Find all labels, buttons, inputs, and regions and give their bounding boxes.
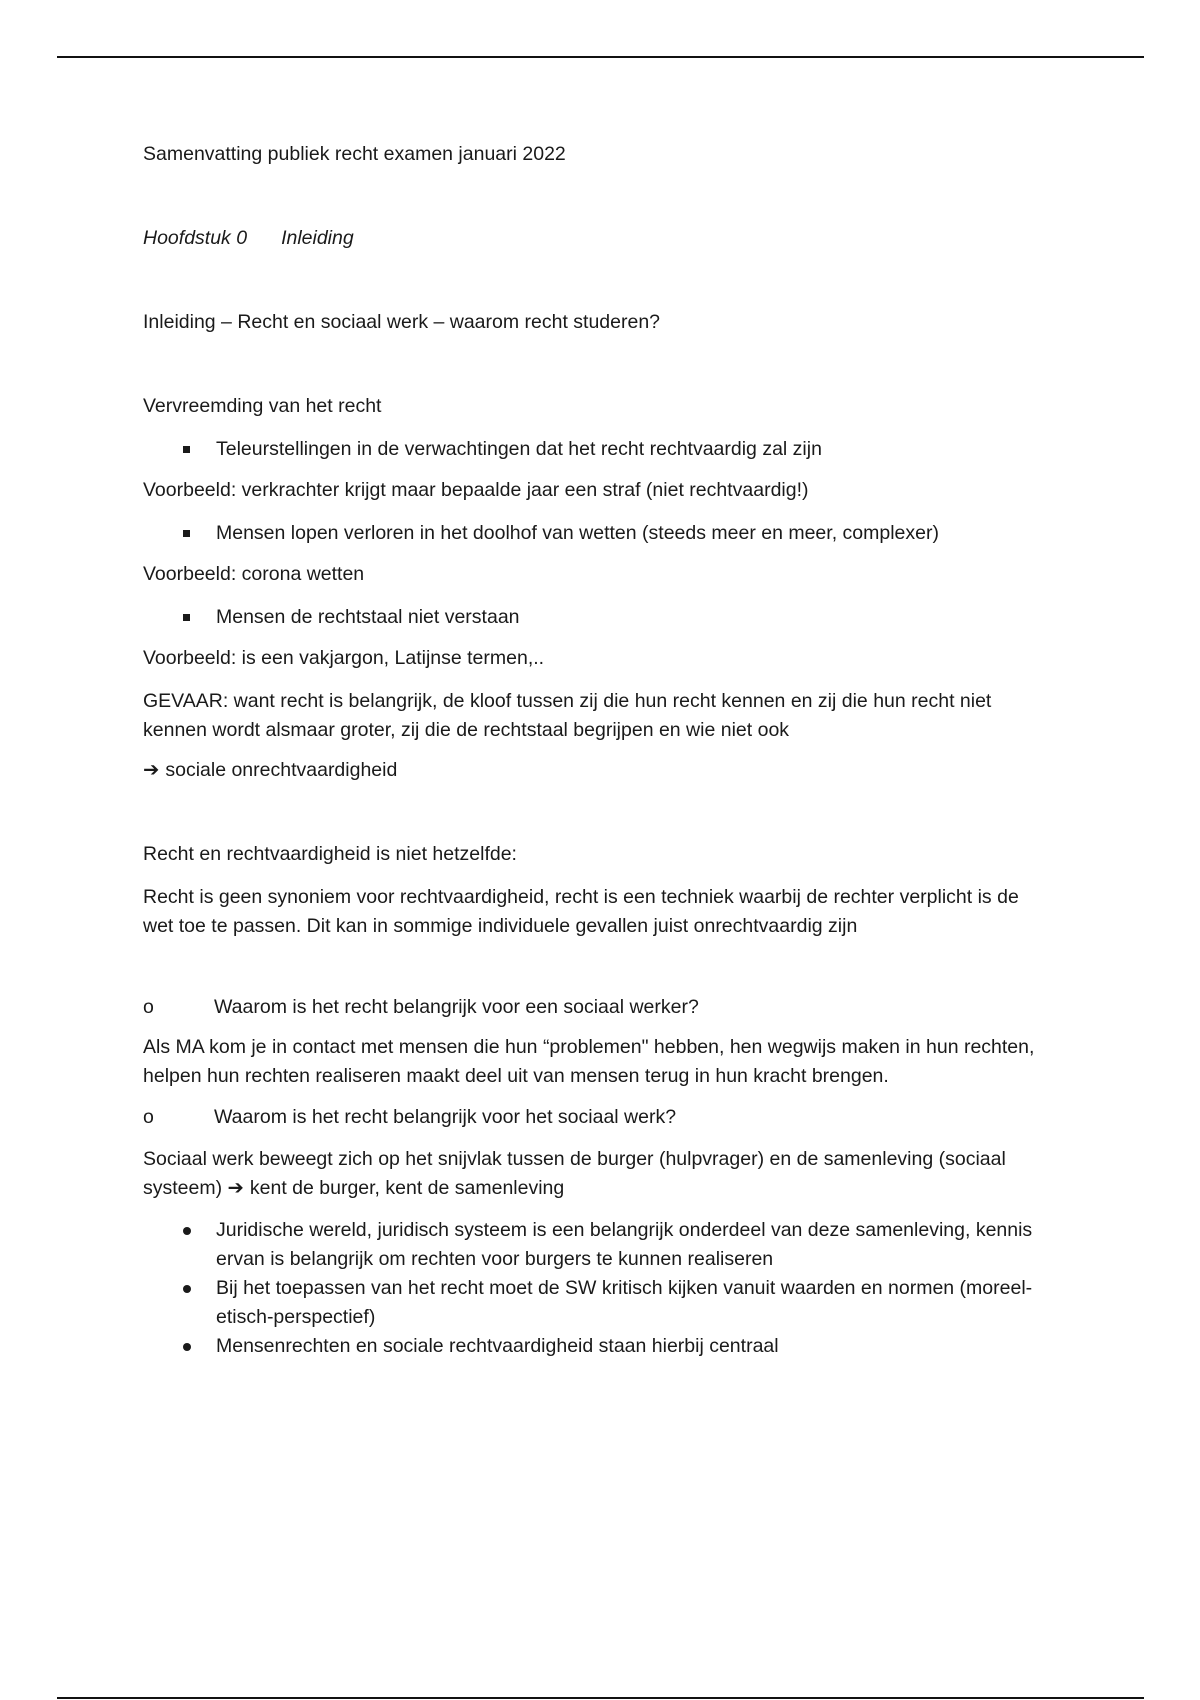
square-bullet-icon: [183, 614, 190, 621]
social-worker-question: Waarom is het recht belangrijk voor een sociaal werker?: [214, 996, 699, 1018]
social-work-bullet-2: Bij het toepassen van het recht moet de SW kritisch kijken vanuit waarden en normen (moreel-etisch-perspectief): [216, 1277, 1033, 1328]
social-work-answer: [143, 1145, 1043, 1203]
dot-bullet-icon: [183, 1343, 191, 1351]
alienation-example-3: Voorbeeld: is een vakjargon, Latijnse termen,..: [143, 647, 545, 669]
social-work-answer-part-1: Sociaal werk beweegt zich op het snijvlak tussen de burger (hulpvrager) en de samenleving (sociaal systeem): [143, 1148, 1006, 1199]
social-work-bullet-3: Mensenrechten en sociale rechtvaardigheid staan hierbij centraal: [216, 1335, 779, 1357]
social-worker-answer: Als MA kom je in contact met mensen die hun “problemen" hebben, hen wegwijs maken in hun rechten, helpen hun rechten realiseren maakt deel uit van mensen terug in hun kracht brengen.: [143, 1036, 1035, 1087]
danger-paragraph: GEVAAR: want recht is belangrijk, de kloof tussen zij die hun recht kennen en zij die hun recht niet kennen wordt alsmaar groter, zij die de rechtstaal begrijpen en wie niet ook: [143, 690, 992, 741]
alienation-example-2: Voorbeeld: corona wetten: [143, 563, 365, 585]
header-rule: [57, 56, 1144, 58]
section-heading: Inleiding – Recht en sociaal werk – waarom recht studeren?: [143, 311, 661, 333]
conclusion-line: [143, 756, 397, 785]
dot-bullet-icon: [183, 1227, 191, 1235]
social-work-bullet-1: Juridische wereld, juridisch systeem is een belangrijk onderdeel van deze samenleving, kennis ervan is belangrijk om rechten voor burgers te kunnen realiseren: [216, 1219, 1033, 1270]
alienation-bullet-3: Mensen de rechtstaal niet verstaan: [216, 606, 520, 628]
circle-bullet-icon: o: [143, 1106, 154, 1128]
conclusion-text: sociale onrechtvaardigheid: [165, 759, 398, 781]
dot-bullet-icon: [183, 1285, 191, 1293]
arrow-right-icon: ➔: [227, 1177, 244, 1199]
chapter-name: Inleiding: [281, 227, 354, 249]
document-title: Samenvatting publiek recht examen januari 2022: [143, 143, 566, 165]
chapter-heading: [143, 224, 354, 253]
social-work-answer-part-2: kent de burger, kent de samenleving: [249, 1177, 565, 1199]
circle-bullet-icon: o: [143, 996, 154, 1018]
square-bullet-icon: [183, 530, 190, 537]
social-work-question: Waarom is het recht belangrijk voor het sociaal werk?: [214, 1106, 677, 1128]
justice-heading: Recht en rechtvaardigheid is niet hetzelfde:: [143, 843, 517, 865]
footer-rule: [57, 1697, 1144, 1699]
alienation-heading: Vervreemding van het recht: [143, 395, 382, 417]
alienation-example-1: Voorbeeld: verkrachter krijgt maar bepaalde jaar een straf (niet rechtvaardig!): [143, 479, 809, 501]
chapter-number: Hoofdstuk 0: [143, 227, 248, 249]
alienation-bullet-2: Mensen lopen verloren in het doolhof van wetten (steeds meer en meer, complexer): [216, 522, 939, 544]
square-bullet-icon: [183, 446, 190, 453]
arrow-right-icon: ➔: [143, 759, 160, 781]
justice-paragraph: Recht is geen synoniem voor rechtvaardigheid, recht is een techniek waarbij de rechter verplicht is de wet toe te passen. Dit kan in sommige individuele gevallen juist onrechtvaardig zijn: [143, 886, 1019, 937]
alienation-bullet-1: Teleurstellingen in de verwachtingen dat het recht rechtvaardig zal zijn: [216, 438, 822, 460]
